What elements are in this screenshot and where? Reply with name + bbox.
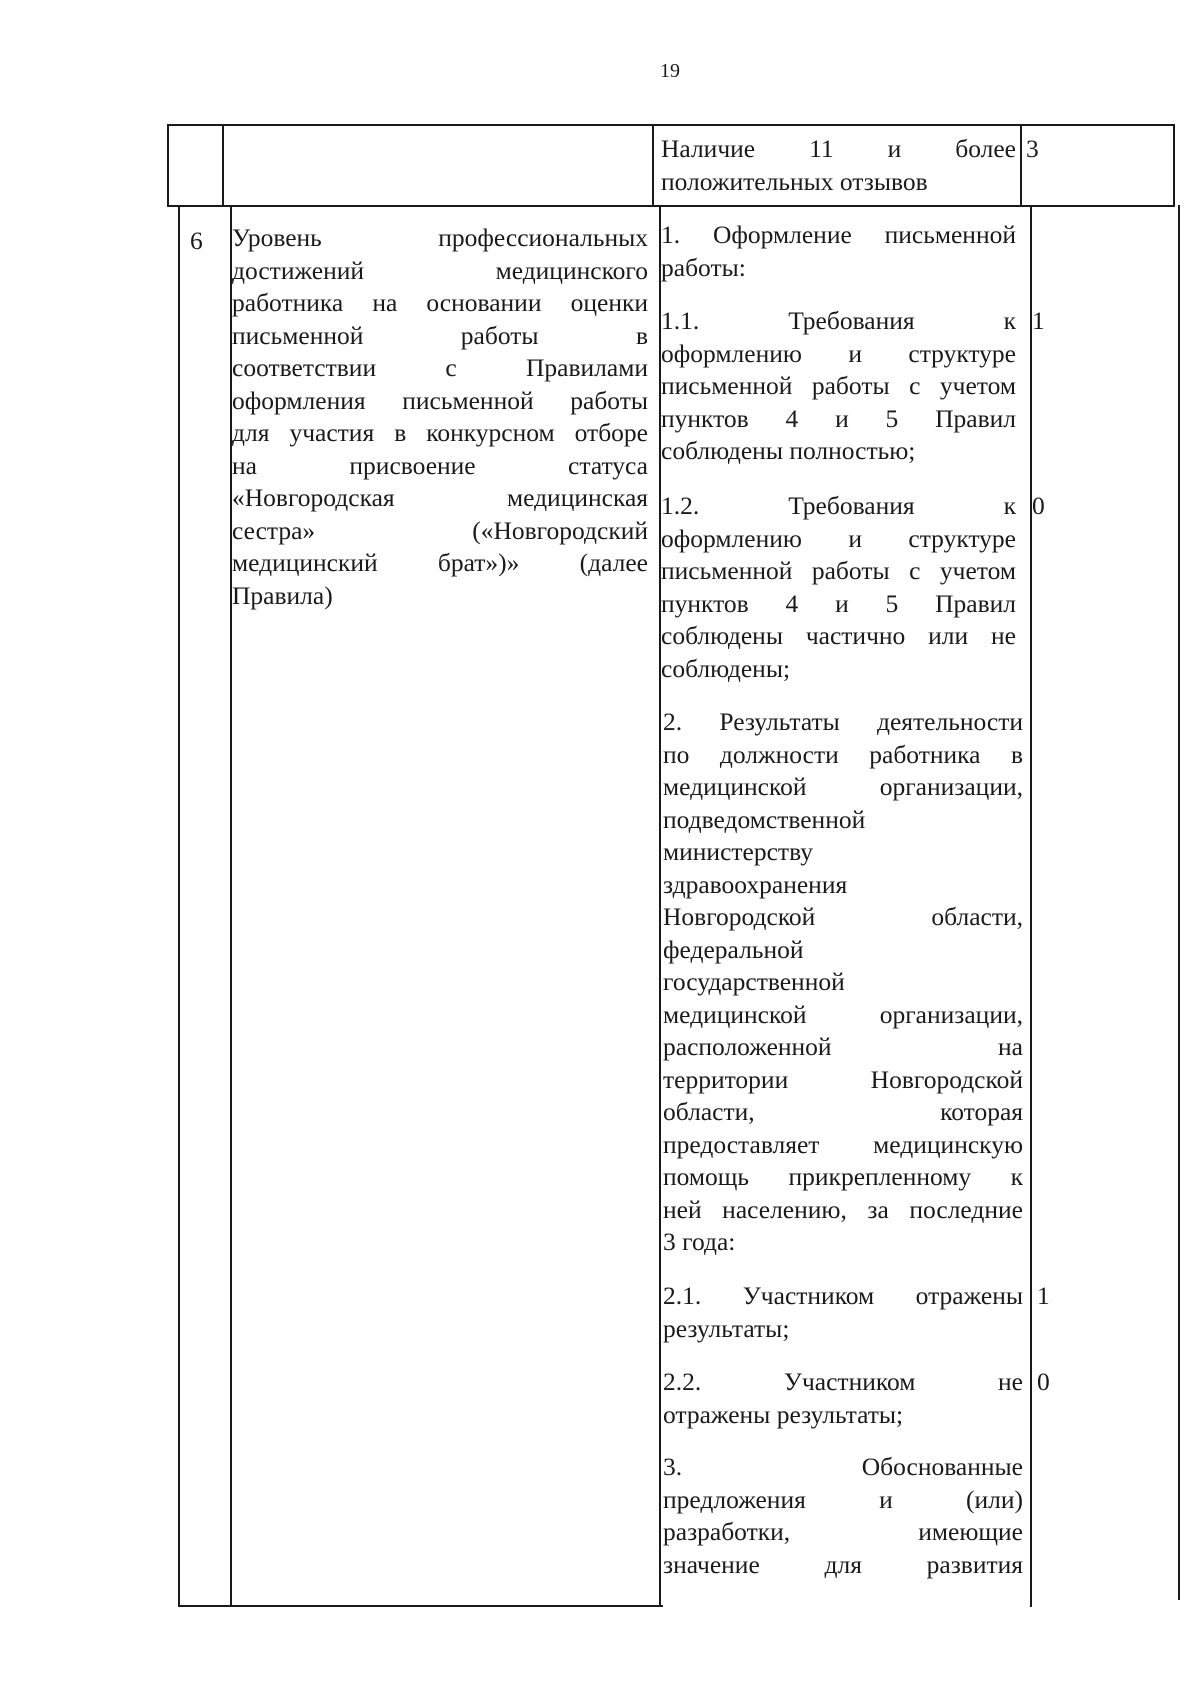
page-number: 19 [660,60,680,82]
criterion-3-heading: 3. Обоснованные предложения и (или) разработки, имеющие значение для развития [663,1452,1023,1579]
row-number: 6 [190,226,203,255]
score-positive-reviews: 3 [1026,134,1039,163]
criterion-1-1: 1.1. Требования к оформлению и структуре письменной работы с учетом пунктов 4 и 5 Правил соблюдены полностью; [661,306,1016,465]
score-criterion-1-1: 1 [1032,306,1045,335]
indicator-description: Уровень профессиональных достижений медицинского работника на основании оценки письменной работы в соответствии с Правилами оформления письменной работы для участия в конкурсном отборе на присвоение статуса «Новгородская медицинская сестра» («Новгородский медицинский брат»)» (далее Правила) [232,223,648,610]
score-criterion-2-1: 1 [1037,1281,1050,1310]
score-criterion-1-2: 0 [1032,491,1045,520]
criterion-positive-reviews: Наличие 11 и более положительных отзывов [661,134,1016,196]
criterion-2-heading: 2. Результаты деятельности по должности работника в медицинской организации, подведомственной министерству здравоохранения Новгородской области, федеральной государственной медицинской организации, расположенной на территории Новгородской области, которая предоставляет медицинскую помощь прикрепленному к ней населению, за последние 3 года: [663,707,1023,1256]
criterion-2-2: 2.2. Участником не отражены результаты; [663,1367,1023,1429]
criterion-2-1: 2.1. Участником отражены результаты; [663,1281,1023,1343]
criterion-1-heading: 1. Оформление письменной работы: [661,220,1016,282]
criterion-1-2: 1.2. Требования к оформлению и структуре письменной работы с учетом пунктов 4 и 5 Правил соблюдены частично или не соблюдены; [661,491,1016,683]
score-criterion-2-2: 0 [1037,1367,1050,1396]
